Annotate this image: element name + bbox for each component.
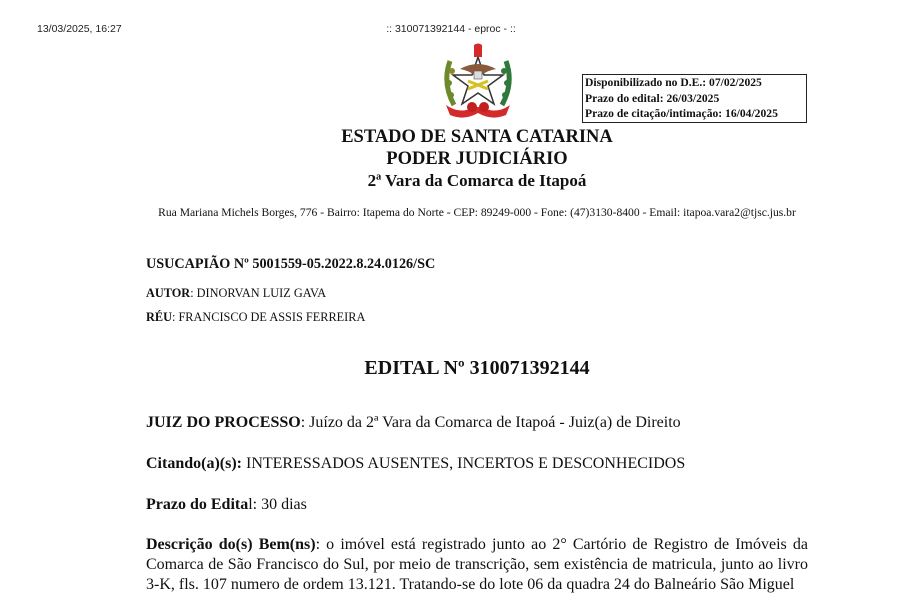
citando-value: INTERESSADOS AUSENTES, INCERTOS E DESCONHECIDOS	[242, 455, 686, 472]
edital-deadline: Prazo do edital: 26/03/2025	[585, 91, 720, 105]
citando-line	[146, 454, 685, 474]
coat-of-arms-icon	[440, 43, 516, 121]
print-header	[0, 23, 904, 37]
autor-line	[146, 286, 326, 301]
juiz-label: JUIZ DO PROCESSO	[146, 414, 301, 431]
process-number: USUCAPIÃO Nº 5001559-05.2022.8.24.0126/SC	[146, 256, 436, 272]
branch-heading: PODER JUDICIÁRIO	[386, 149, 568, 169]
edital-title: EDITAL Nº 310071392144	[364, 357, 590, 379]
reu-value: : FRANCISCO DE ASSIS FERREIRA	[171, 310, 366, 324]
print-title: :: 310071392144 - eproc - ::	[386, 23, 516, 35]
descricao-value: : o imóvel está registrado junto ao 2° Cartório de Registro de Imóveis da Comarca de São Francisco do Sul, por meio de transcrição, sem existência de matricula, junto ao livro 3-K, fls. 107 numero de ordem 13.121. Tratando-se do lote 06 da quadra 24 do Balneário São Miguel	[146, 536, 809, 593]
prazo-value: l: 30 dias	[248, 496, 307, 513]
state-heading: ESTADO DE SANTA CATARINA	[341, 127, 613, 147]
prazo-line	[146, 495, 307, 515]
court-unit-heading: 2ª Vara da Comarca de Itapoá	[367, 171, 587, 190]
autor-value: : DINORVAN LUIZ GAVA	[190, 286, 327, 300]
autor-label: AUTOR	[146, 286, 191, 300]
citation-deadline: Prazo de citação/intimação: 16/04/2025	[585, 107, 778, 121]
reu-label: RÉU	[146, 310, 172, 324]
descricao-paragraph	[146, 535, 808, 595]
reu-line	[146, 310, 365, 325]
juiz-value: : Juízo da 2ª Vara da Comarca de Itapoá - Juiz(a) de Direito	[300, 414, 681, 431]
print-datetime: 13/03/2025, 16:27	[37, 23, 122, 35]
descricao-label: Descrição do(s) Bem(ns)	[146, 536, 316, 553]
juiz-line	[146, 413, 681, 433]
prazo-label: Prazo do Edita	[146, 496, 249, 513]
citando-label: Citando(a)(s):	[146, 455, 242, 472]
court-address: Rua Mariana Michels Borges, 776 - Bairro: Itapema do Norte - CEP: 89249-000 - Fone: (47)3130-8400 - Email: itapoa.vara2@tjsc.jus.br	[158, 206, 796, 219]
publication-date: Disponibilizado no D.E.: 07/02/2025	[585, 76, 762, 89]
publication-dates-box	[582, 74, 807, 123]
